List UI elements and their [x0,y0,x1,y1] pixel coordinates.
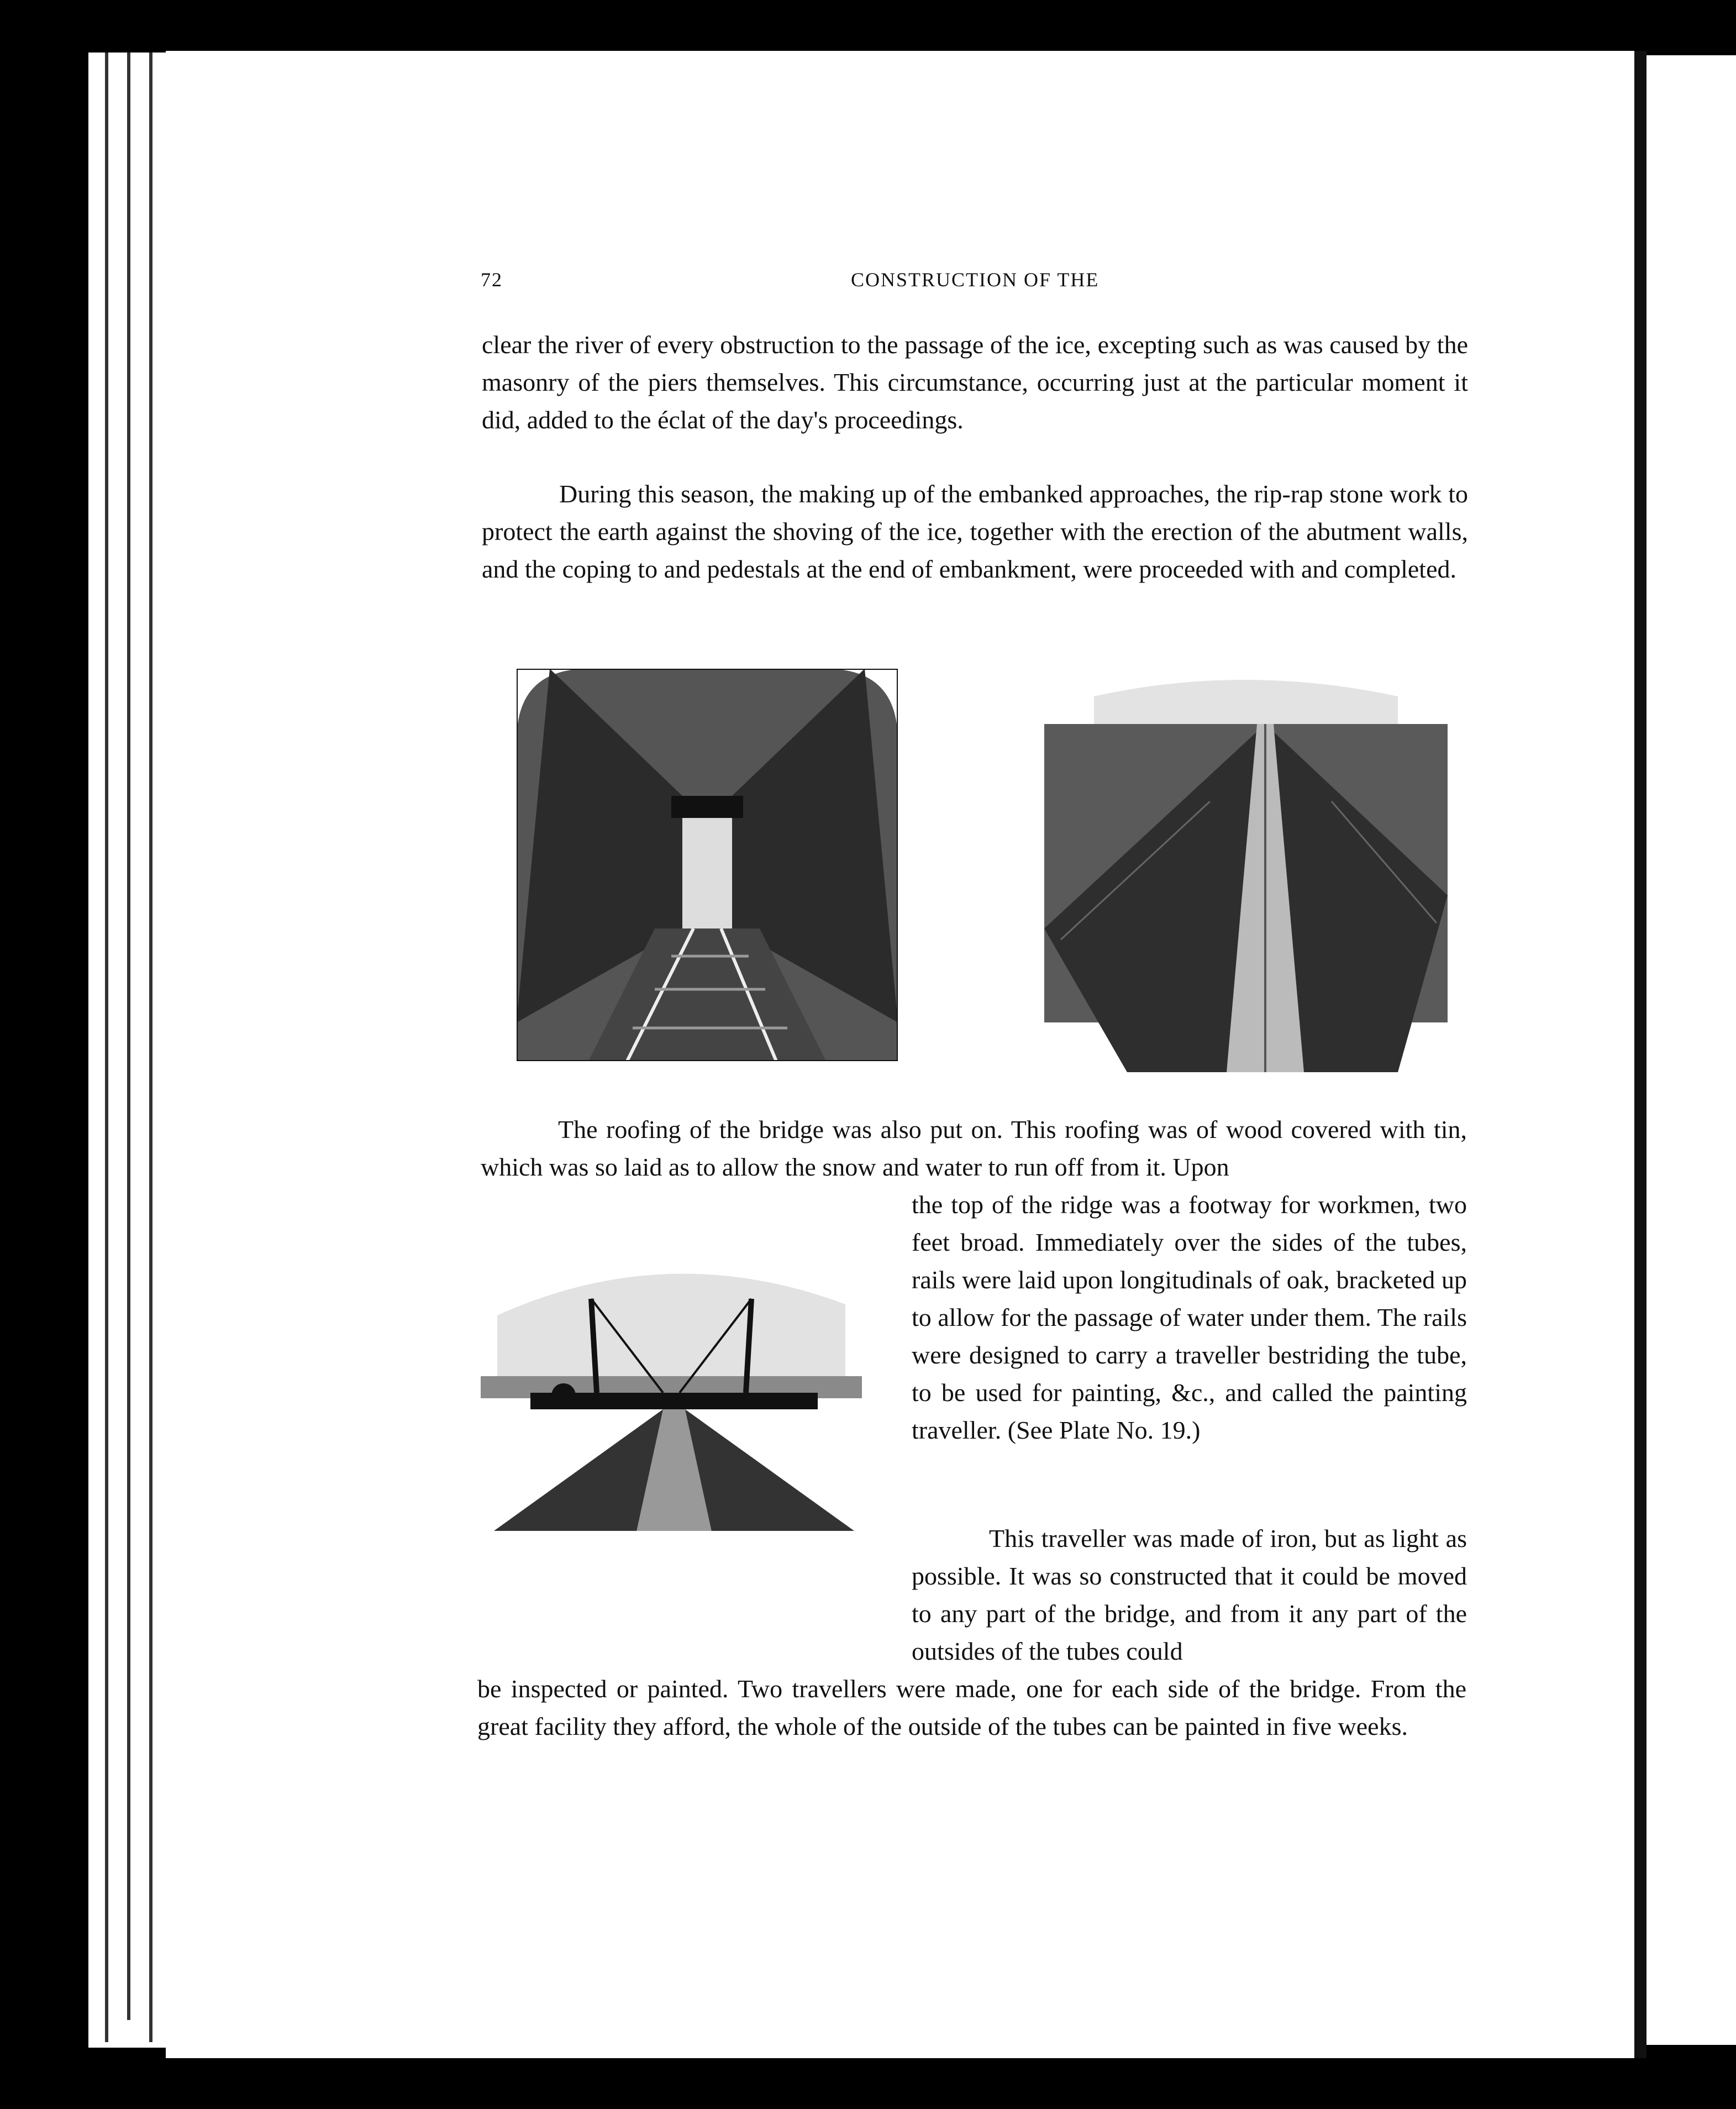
paragraph-3-side: the top of the ridge was a footway for workmen, two feet broad. Immediately over the sides of the tubes, rails were laid upon longitudinals of oak, bracketed up to allow for the passage of water under them. The rails were designed to carry a traveller bestriding the tube, to be used for painting, &c., and called the painting traveller. (See Plate No. 19.) [912,1190,1467,1444]
running-title: CONSTRUCTION OF THE [851,269,1100,291]
paragraph-4-full: be inspected or painted. Two travellers were made, one for each side of the bridge. From the great facility they afford, the whole of the outside of the tubes can be painted in five weeks. [477,1675,1466,1740]
book-gutter [1634,51,1646,2058]
figure-tube-interior [517,669,898,1061]
page-edge-line [149,53,152,2042]
paragraph-3-full: The roofing of the bridge was also put on. This roofing was of wood covered with tin, which was so laid as to allow the snow and water to run off from it. Upon [481,1115,1467,1181]
figure-painting-traveller [481,1227,862,1531]
painting-traveller-engraving [481,1227,862,1531]
figure-roof-ridge [1044,663,1448,1072]
roof-ridge-engraving [1044,663,1448,1072]
paragraph-1: clear the river of every obstruction to the passage of the ice, excepting such as was caused by the masonry of the piers themselves. This circumstance, occurring just at the particular moment it did, added to the éclat of the day's proceedings. [482,330,1468,434]
paragraph-4-side: This traveller was made of iron, but as light as possible. It was so constructed that it could be moved to any part of the bridge, and from it any part of the outsides of the tubes could [912,1524,1467,1665]
paragraph-2: During this season, the making up of the embanked approaches, the rip-rap stone work to protect the earth against the shoving of the ice, together with the erection of the abutment walls, and the coping to and pedestals at the end of embankment, were proceeded with and completed. [482,480,1468,583]
page-edge-line [105,53,108,2042]
page-number: 72 [481,269,503,291]
facing-page-edge [1646,55,1736,2045]
tube-interior-engraving [517,669,898,1061]
page-edge-line [127,53,130,2020]
